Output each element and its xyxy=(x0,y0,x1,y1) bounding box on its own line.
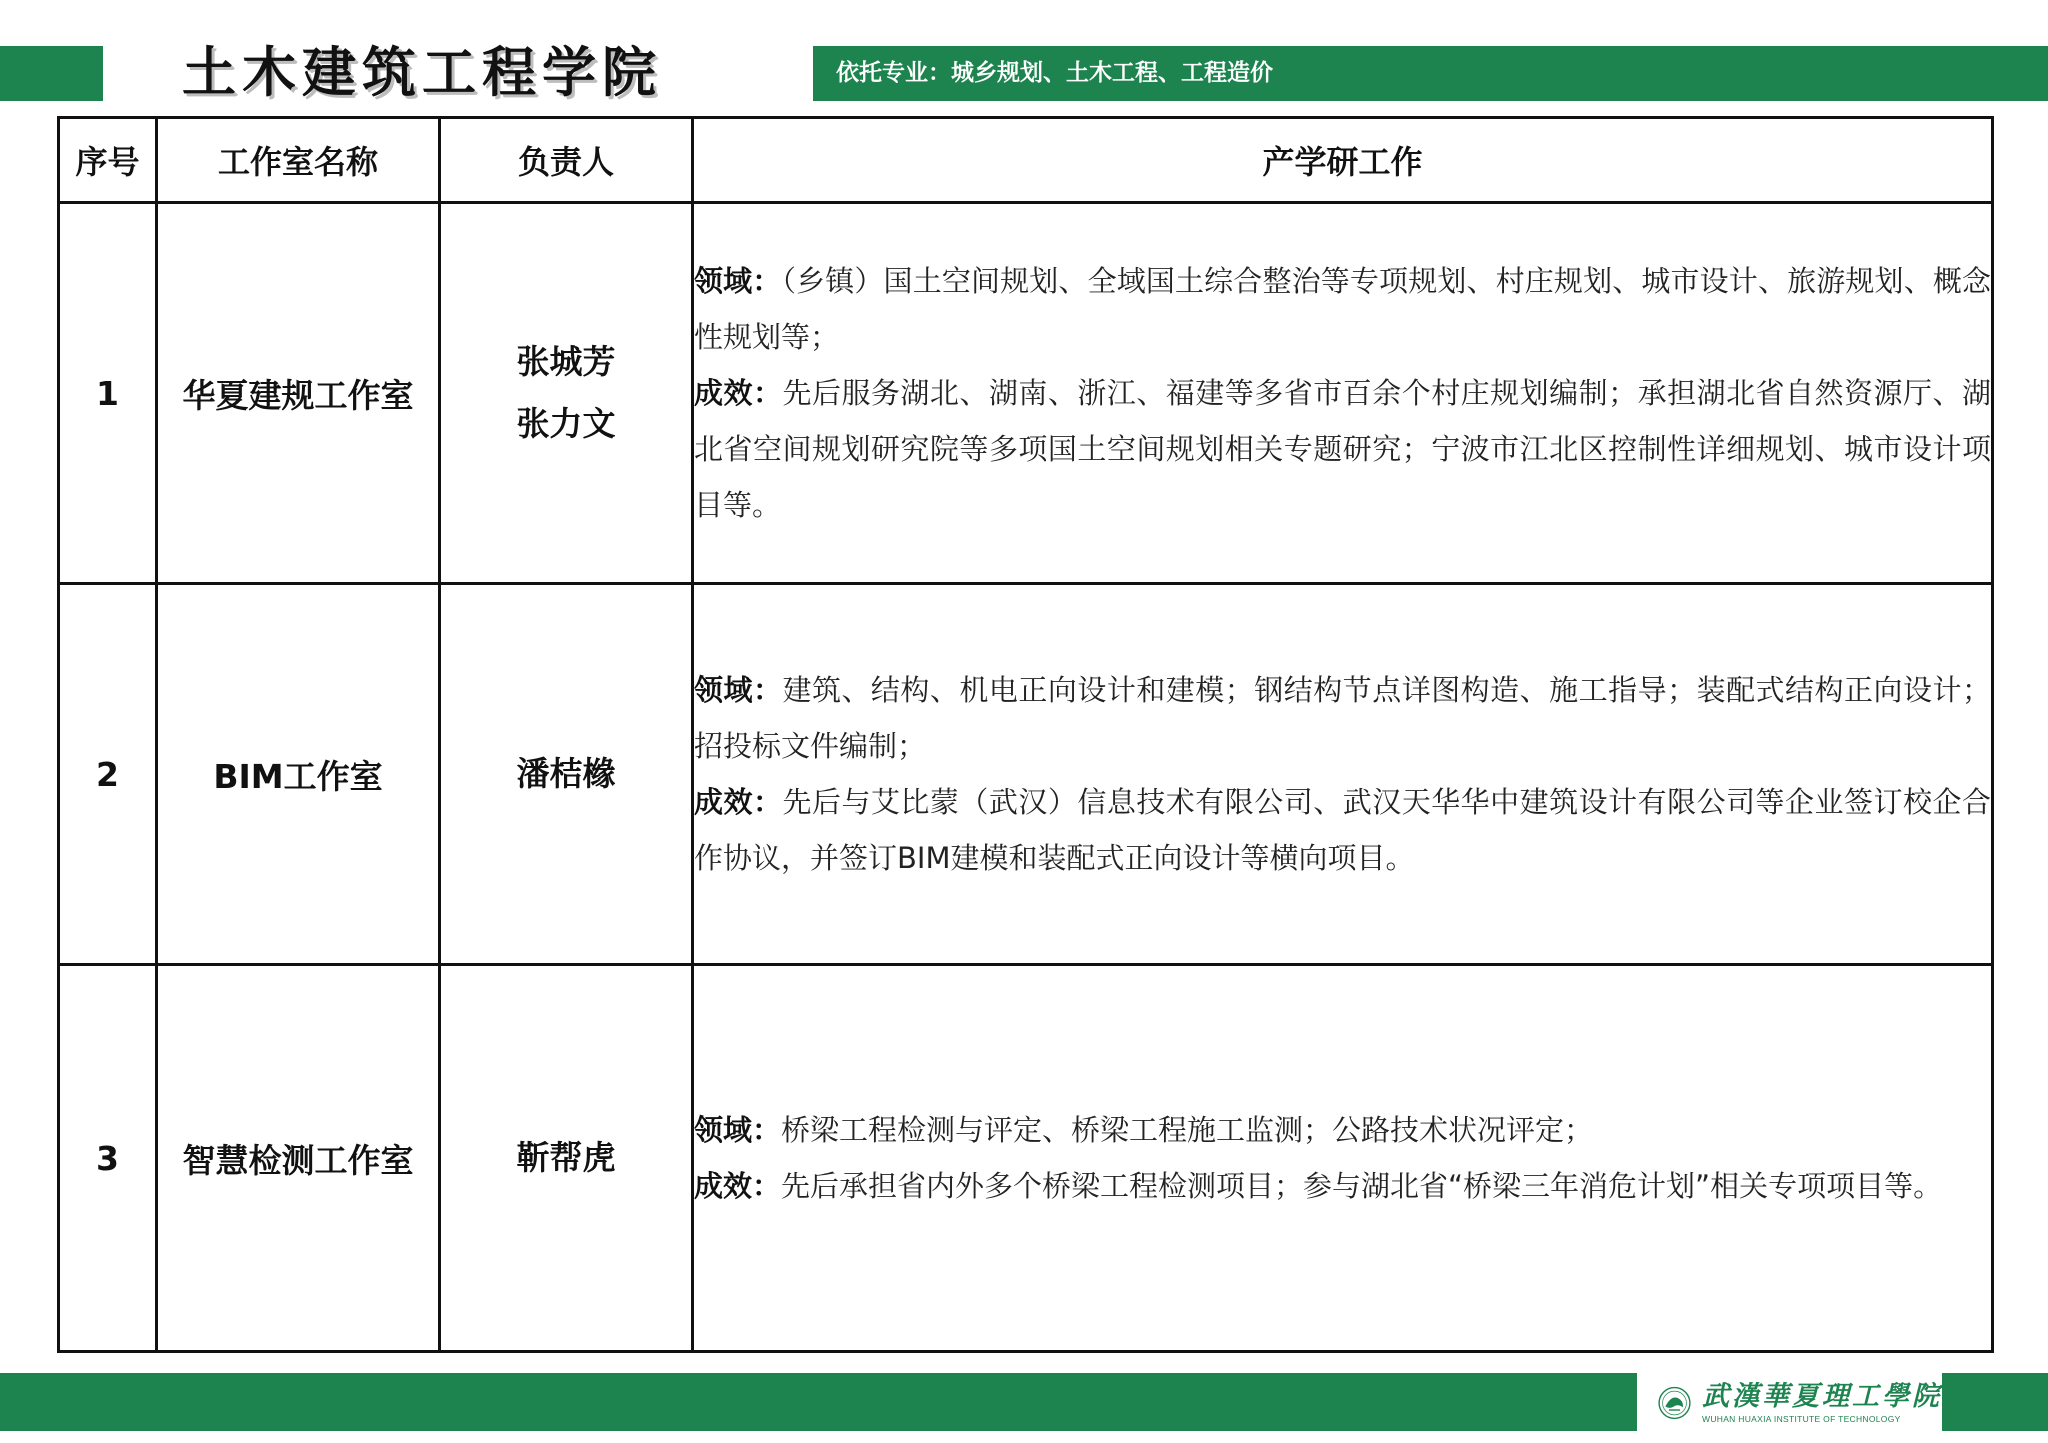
row-seq: 3 xyxy=(59,965,157,1352)
logo-english-name: WUHAN HUAXIA INSTITUTE OF TECHNOLOGY xyxy=(1702,1414,1901,1424)
studio-work xyxy=(693,965,1993,1352)
table-row xyxy=(59,584,1993,965)
result-paragraph xyxy=(694,774,1991,886)
university-logo xyxy=(1637,1372,1942,1434)
studio-work xyxy=(693,584,1993,965)
field-text: （乡镇）国土空间规划、全域国土综合整治等专项规划、村庄规划、城市设计、旅游规划、概念性规划等； xyxy=(694,264,1991,354)
studio-leads xyxy=(440,584,693,965)
row-seq: 2 xyxy=(59,584,157,965)
result-text: 先后承担省内外多个桥梁工程检测项目；参与湖北省“桥梁三年消危计划”相关专项项目等。 xyxy=(781,1169,1943,1203)
field-paragraph xyxy=(694,253,1991,365)
result-label: 成效： xyxy=(694,1169,782,1203)
field-text: 桥梁工程检测与评定、桥梁工程施工监测；公路技术状况评定； xyxy=(781,1113,1594,1147)
result-label: 成效： xyxy=(694,376,783,410)
table-row xyxy=(59,203,1993,584)
header-bar-left xyxy=(0,46,103,101)
field-label: 领域： xyxy=(694,264,782,298)
table-header-row xyxy=(59,118,1993,203)
result-paragraph xyxy=(694,1158,1991,1214)
field-label: 领域： xyxy=(694,1113,782,1147)
lead-name: 潘桔橼 xyxy=(516,754,616,793)
lead-name: 张力文 xyxy=(516,404,616,443)
column-header-work: 产学研工作 xyxy=(693,118,1993,203)
result-paragraph xyxy=(694,365,1991,533)
result-text: 先后与艾比蒙（武汉）信息技术有限公司、武汉天华华中建筑设计有限公司等企业签订校企合作协议，并签订BIM建模和装配式正向设计等横向项目。 xyxy=(694,785,1991,875)
field-paragraph xyxy=(694,662,1991,774)
logo-chinese-name: 武漢華夏理工學院 xyxy=(1702,1381,1942,1412)
field-paragraph xyxy=(694,1102,1991,1158)
studio-name: BIM工作室 xyxy=(157,584,440,965)
studio-table xyxy=(57,116,1994,1353)
column-header-name: 工作室名称 xyxy=(157,118,440,203)
college-title: 土木建筑工程学院 xyxy=(182,40,662,104)
studio-work xyxy=(693,203,1993,584)
column-header-lead: 负责人 xyxy=(440,118,693,203)
column-header-seq: 序号 xyxy=(59,118,157,203)
studio-leads xyxy=(440,203,693,584)
row-seq: 1 xyxy=(59,203,157,584)
studio-name: 华夏建规工作室 xyxy=(157,203,440,584)
supporting-majors: 依托专业：城乡规划、土木工程、工程造价 xyxy=(836,60,1273,86)
result-label: 成效： xyxy=(694,785,783,819)
table-row xyxy=(59,965,1993,1352)
studio-leads xyxy=(440,965,693,1352)
university-emblem-icon xyxy=(1657,1378,1692,1428)
field-label: 领域： xyxy=(694,673,783,707)
result-text: 先后服务湖北、湖南、浙江、福建等多省市百余个村庄规划编制；承担湖北省自然资源厅、湖北省空间规划研究院等多项国土空间规划相关专题研究；宁波市江北区控制性详细规划、城市设计项目等。 xyxy=(694,376,1991,522)
studio-name: 智慧检测工作室 xyxy=(157,965,440,1352)
lead-name: 张城芳 xyxy=(516,342,616,381)
field-text: 建筑、结构、机电正向设计和建模；钢结构节点详图构造、施工指导；装配式结构正向设计；招投标文件编制； xyxy=(694,673,1991,763)
lead-name: 靳帮虎 xyxy=(516,1138,616,1177)
